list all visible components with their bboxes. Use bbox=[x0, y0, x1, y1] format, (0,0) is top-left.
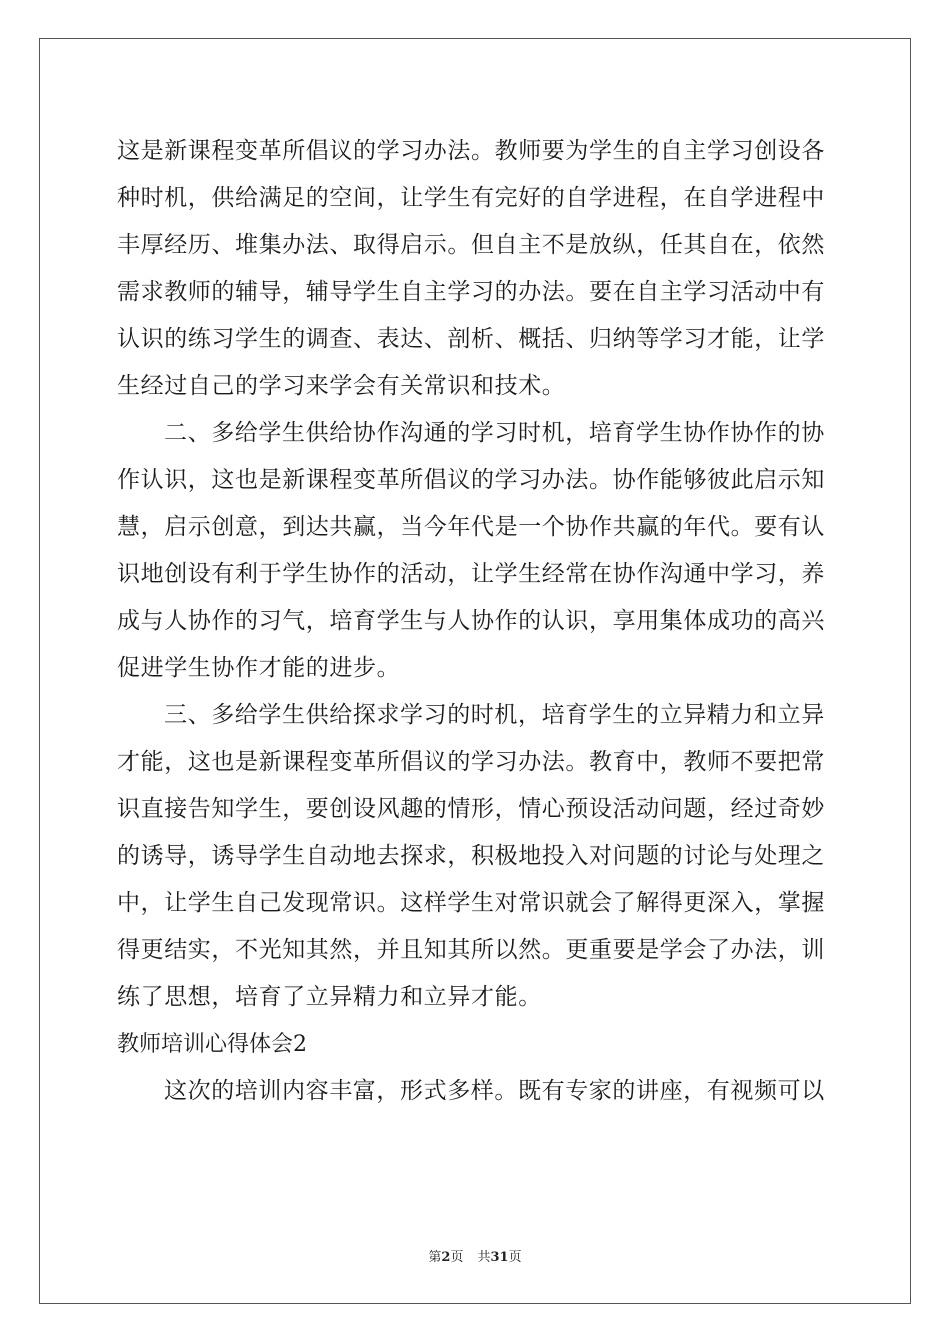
text-line: 慧，启示创意，到达共赢，当今年代是一个协作共赢的年代。要有认 bbox=[117, 514, 825, 540]
paragraph-4 bbox=[117, 1068, 837, 1115]
total-suffix: 页 bbox=[508, 1250, 522, 1265]
text-line: 丰厚经历、堆集办法、取得启示。但自主不是放纵，任其自在，依然 bbox=[117, 232, 825, 258]
text-line: 的诱导，诱导学生自动地去探求，积极地投入对问题的讨论与处理之 bbox=[117, 843, 825, 869]
text-line: 识直接告知学生，要创设风趣的情形，情心预设活动问题，经过奇妙 bbox=[117, 796, 825, 822]
page-footer bbox=[0, 1246, 950, 1265]
text-line: 这次的培训内容丰富，形式多样。既有专家的讲座，有视频可以 bbox=[164, 1078, 825, 1104]
text-line: 促进学生协作才能的进步。 bbox=[117, 655, 401, 681]
total-prefix: 共 bbox=[477, 1250, 491, 1265]
page-number: 2 bbox=[441, 1250, 451, 1265]
text-line: 生经过自己的学习来学会有关常识和技术。 bbox=[117, 373, 566, 399]
text-line: 三、多给学生供给探求学习的时机，培育学生的立异精力和立异 bbox=[164, 702, 825, 728]
text-line: 识地创设有利于学生协作的活动，让学生经常在协作沟通中学习，养 bbox=[117, 561, 825, 587]
document-body bbox=[117, 128, 837, 1115]
text-line: 中，让学生自己发现常识。这样学生对常识就会了解得更深入，掌握 bbox=[117, 890, 825, 916]
page-suffix: 页 bbox=[450, 1250, 464, 1265]
text-line: 才能，这也是新课程变革所倡议的学习办法。教育中，教师不要把常 bbox=[117, 749, 825, 775]
paragraph-3 bbox=[117, 692, 837, 1021]
text-line: 作认识，这也是新课程变革所倡议的学习办法。协作能够彼此启示知 bbox=[117, 467, 825, 493]
text-line: 成与人协作的习气，培育学生与人协作的认识，享用集体成功的高兴 bbox=[117, 608, 825, 634]
text-line: 需求教师的辅导，辅导学生自主学习的办法。要在自主学习活动中有 bbox=[117, 279, 825, 305]
paragraph-1 bbox=[117, 128, 837, 410]
section-heading: 教师培训心得体会2 bbox=[117, 1032, 307, 1057]
paragraph-2 bbox=[117, 410, 837, 692]
total-pages: 31 bbox=[490, 1250, 509, 1265]
text-line: 得更结实，不光知其然，并且知其所以然。更重要是学会了办法，训 bbox=[117, 937, 825, 963]
page-prefix: 第 bbox=[428, 1250, 442, 1265]
text-line: 种时机，供给满足的空间，让学生有完好的自学进程，在自学进程中 bbox=[117, 185, 825, 211]
text-line: 二、多给学生供给协作沟通的学习时机，培育学生协作协作的协 bbox=[164, 420, 825, 446]
text-line: 练了思想，培育了立异精力和立异才能。 bbox=[117, 984, 542, 1010]
text-line: 认识的练习学生的调查、表达、剖析、概括、归纳等学习才能，让学 bbox=[117, 326, 825, 352]
text-line: 这是新课程变革所倡议的学习办法。教师要为学生的自主学习创设各 bbox=[117, 138, 825, 164]
